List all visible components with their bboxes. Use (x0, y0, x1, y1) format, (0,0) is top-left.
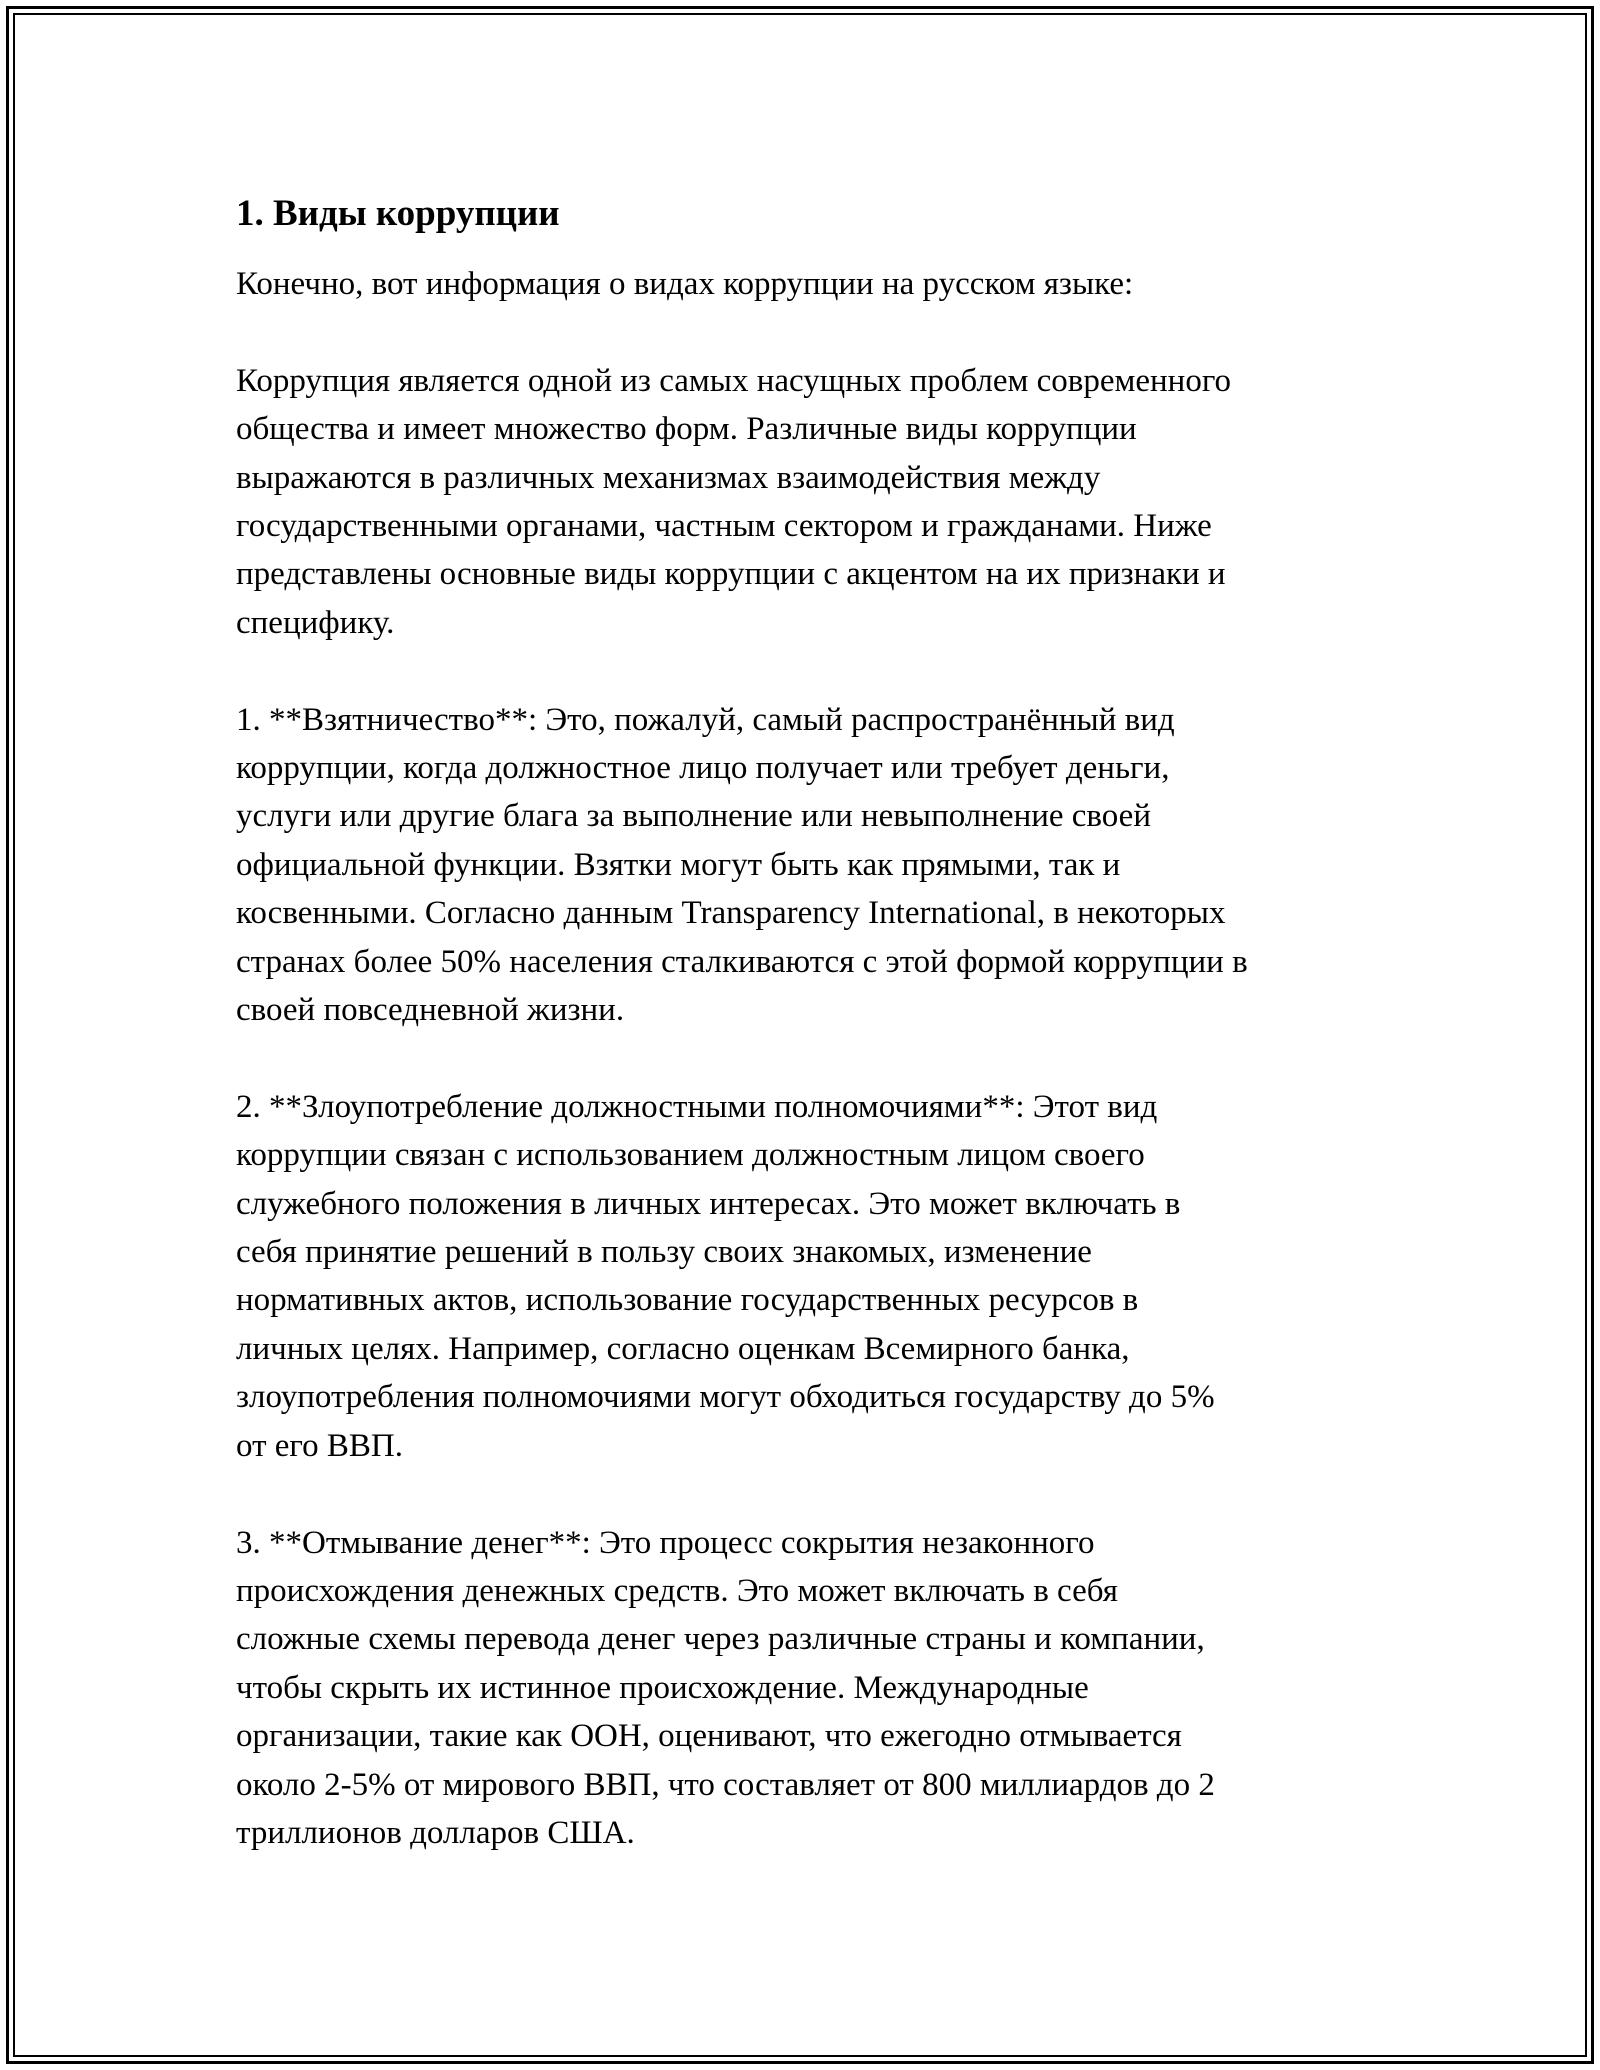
section-heading: 1. Виды коррупции (236, 193, 560, 234)
list-item-abuse-of-power: 2. **Злоупотребление должностными полномочиями**: Этот вид коррупции связан с использованием должностным лицом своего служебного положения в личных интересах. Это может включать в себя принятие решений в пользу своих знакомых, изменение нормативных актов, использование государственных ресурсов в личных целях. Например, согласно оценкам Всемирного банка, злоупотребления полномочиями могут обходиться государству до 5% от его ВВП. (236, 1088, 1215, 1464)
overview-paragraph: Коррупция является одной из самых насущных проблем современного общества и имеет множество форм. Различные виды коррупции выражаются в различных механизмах взаимодействия между государственными органами, частным сектором и гражданами. Ниже представлены основные виды коррупции с акцентом на их признаки и специфику. (236, 362, 1232, 641)
list-item-money-laundering: 3. **Отмывание денег**: Это процесс сокрытия незаконного происхождения денежных средств. Это может включать в себя сложные схемы перевода денег через различные страны и компании, чтобы скрыть их истинное происхождение. Международные организации, такие как ООН, оценивают, что ежегодно отмывается около 2-5% от мирового ВВП, что составляет от 800 миллиардов до 2 триллионов долларов США. (236, 1524, 1215, 1851)
intro-paragraph: Конечно, вот информация о видах коррупции на русском языке: (236, 266, 1134, 302)
list-item-bribery: 1. **Взятничество**: Это, пожалуй, самый распространённый вид коррупции, когда должностное лицо получает или требует деньги, услуги или другие блага за выполнение или невыполнение своей официальной функции. Взятки могут быть как прямыми, так и косвенными. Согласно данным Transparency International, в некоторых странах более 50% населения сталкиваются с этой формой коррупции в своей повседневной жизни. (236, 701, 1248, 1029)
document-body (236, 188, 1376, 1906)
